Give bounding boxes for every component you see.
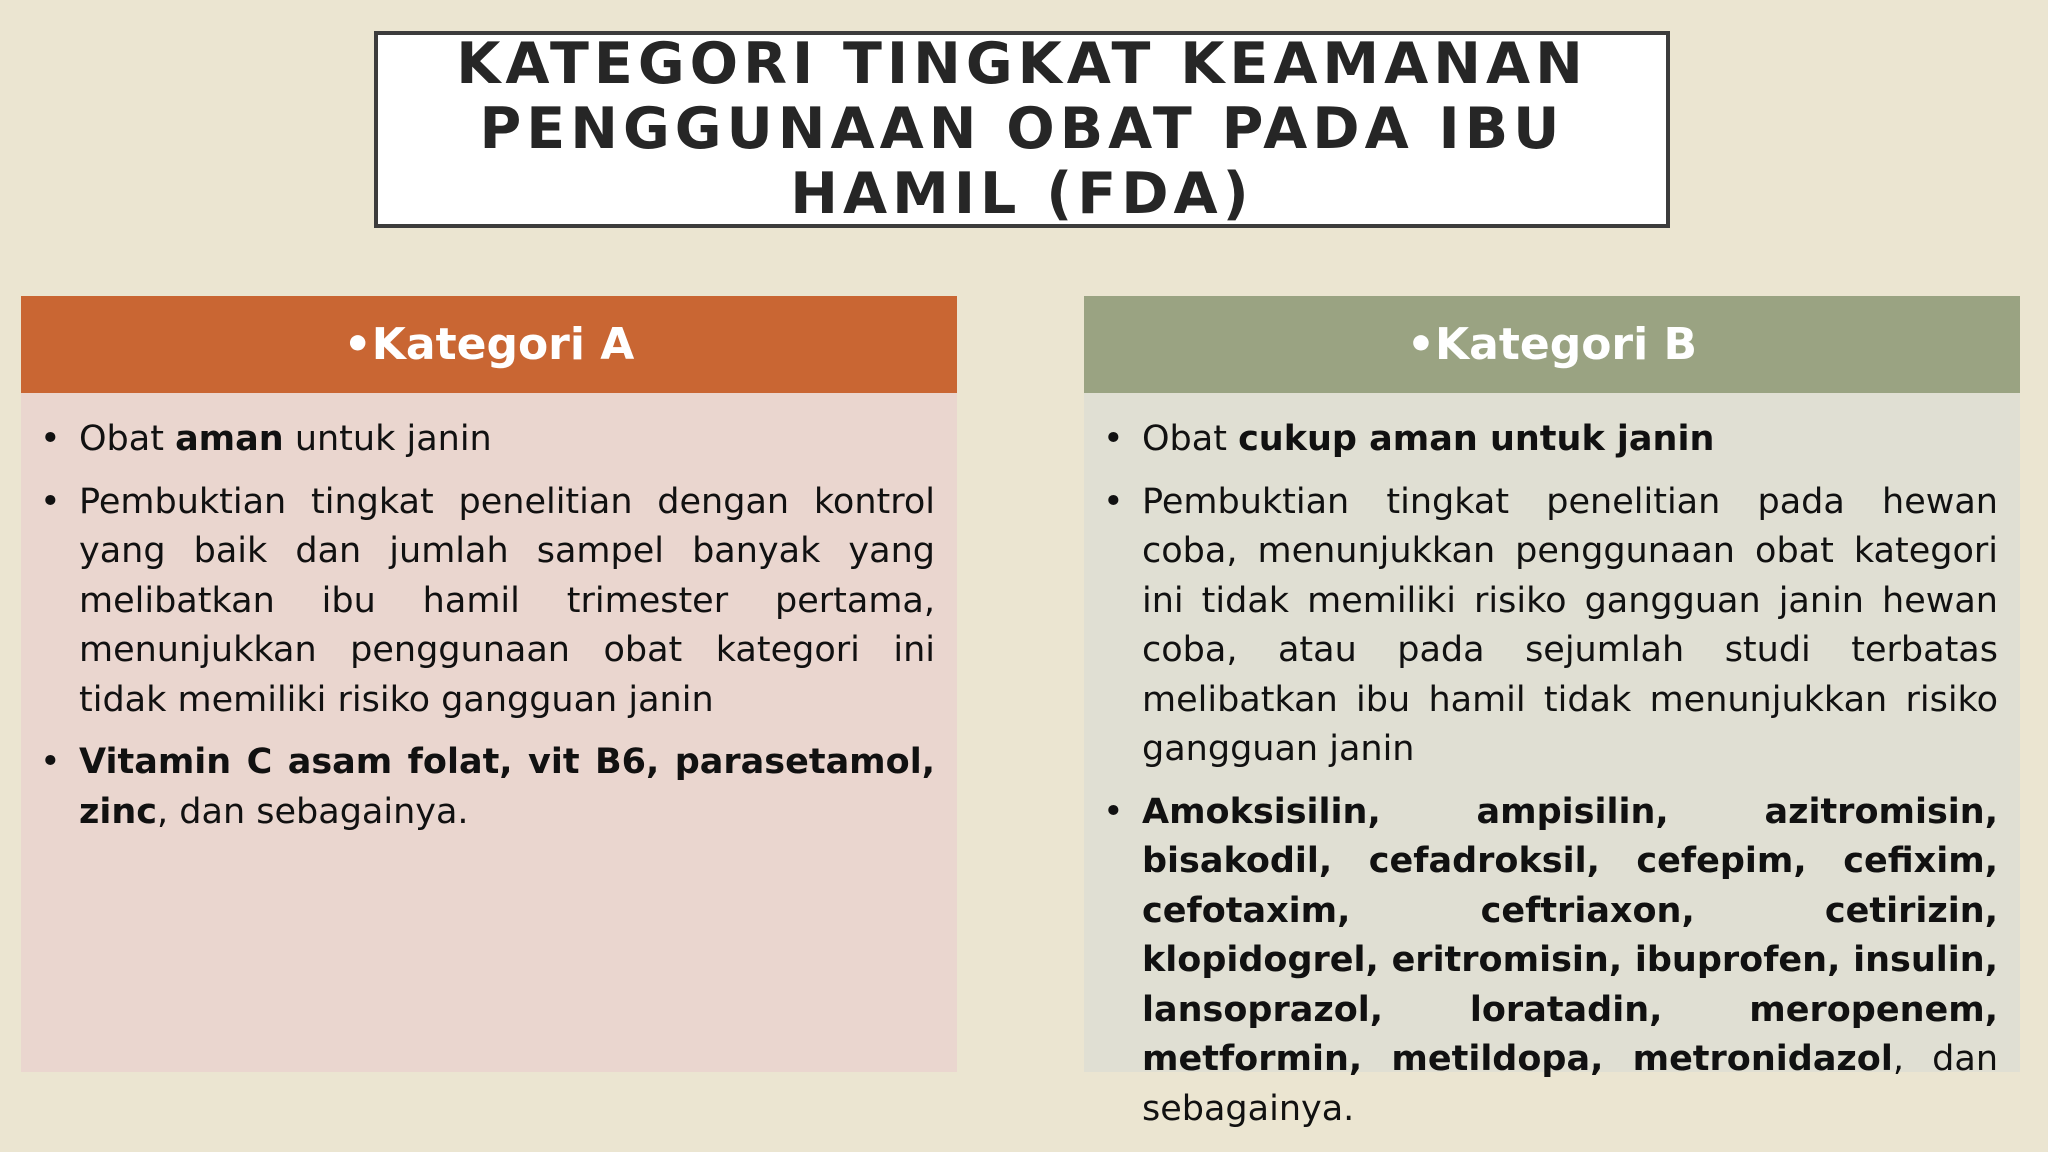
category-b-card [1084, 296, 2020, 1129]
category-a-body [21, 393, 957, 1072]
slide-title [442, 32, 1602, 227]
list-item [1084, 415, 1998, 465]
title-line-1: KATEGORI TINGKAT KEAMANAN [456, 31, 1588, 97]
item-text: , dan sebagainya. [1142, 1039, 1998, 1129]
item-bold-text: aman [175, 419, 284, 459]
list-item [1084, 478, 1998, 775]
item-text: , dan sebagainya. [157, 791, 469, 832]
item-text: untuk janin [283, 419, 492, 459]
bullet-icon: • [40, 419, 61, 459]
item-bold-text: Amoksisilin, ampisilin, azitromisin, bisakodil, cefadroksil, cefepim, cefixim, cefotaxim, ceftriaxon, cetirizin, klopidogrel, eritromisin, ibuprofen, insulin, lansoprazol, loratadin, meropenem, metformin, metildopa, metronidazol [1142, 791, 1998, 1079]
list-item [21, 415, 935, 465]
title-box [374, 31, 1670, 228]
item-text: Obat [79, 419, 176, 459]
list-item [21, 738, 935, 837]
list-item [21, 478, 935, 726]
category-b-body [1084, 393, 2020, 1129]
category-b-heading: •Kategori B [1084, 296, 2020, 393]
category-a-list [21, 415, 935, 837]
item-bold-text: cukup aman untuk janin [1238, 419, 1715, 459]
bullet-icon: • [40, 481, 61, 522]
bullet-icon: • [40, 742, 61, 782]
item-bold-text: Vitamin C asam folat, vit B6, parasetamol, zinc [79, 742, 935, 832]
item-text: Obat [1142, 419, 1239, 459]
bullet-icon: • [1103, 481, 1124, 522]
category-a-heading: •Kategori A [21, 296, 957, 393]
category-b-list [1084, 415, 1998, 1134]
item-text: Pembuktian tingkat penelitian pada hewan coba, menunjukkan penggunaan obat kategori ini tidak memiliki risiko gangguan janin hewan coba, atau pada sejumlah studi terbatas melibatkan ibu hamil tidak menunjukkan risiko gangguan janin [1142, 481, 1998, 769]
item-text: Pembuktian tingkat penelitian dengan kontrol yang baik dan jumlah sampel banyak yang melibatkan ibu hamil trimester pertama, menunjukkan penggunaan obat kategori ini tidak memiliki risiko gangguan janin [79, 481, 935, 720]
category-a-card [21, 296, 957, 1072]
bullet-icon: • [1103, 419, 1124, 459]
title-line-3: HAMIL (FDA) [790, 161, 1254, 227]
bullet-icon: • [1103, 791, 1124, 832]
list-item [1084, 788, 1998, 1135]
title-line-2: PENGGUNAAN OBAT PADA IBU [479, 96, 1565, 162]
